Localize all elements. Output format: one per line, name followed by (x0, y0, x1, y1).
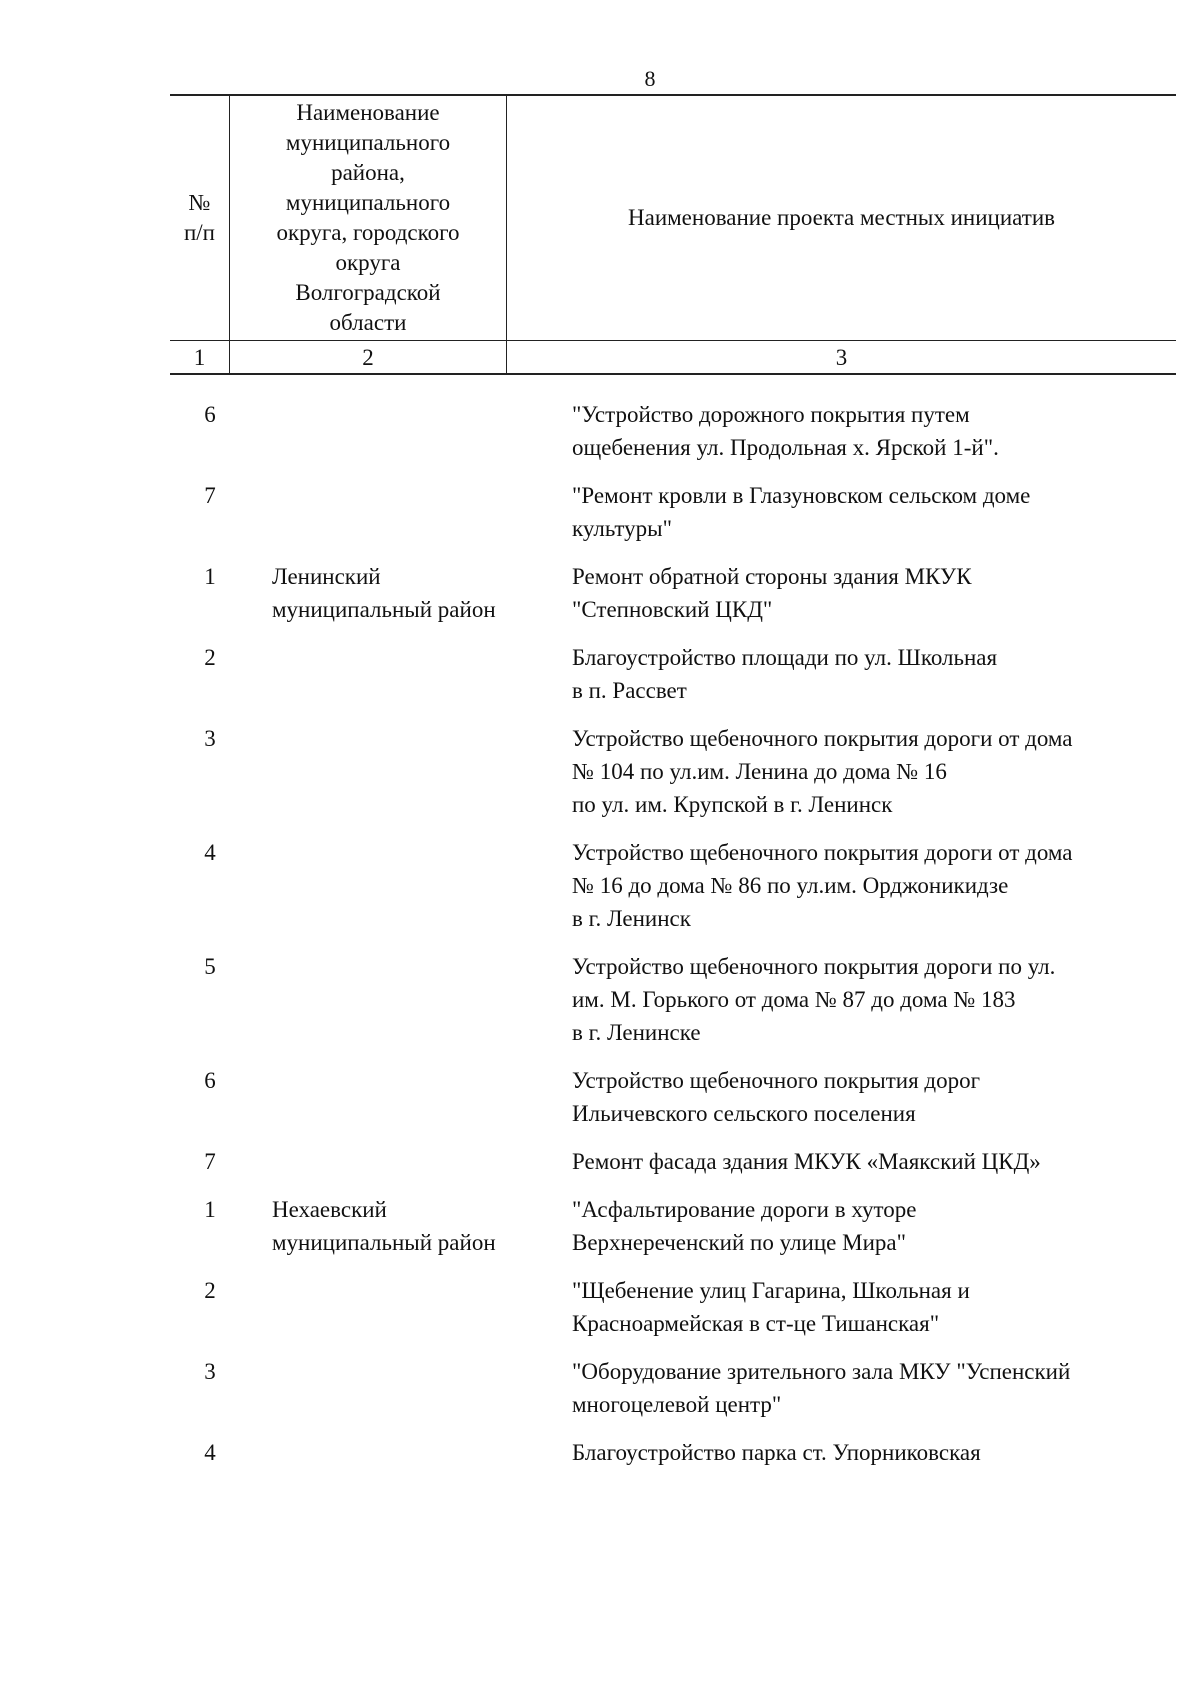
table-row (170, 479, 1176, 560)
header-col2-line: области (329, 310, 407, 335)
row-project (572, 479, 1176, 560)
row-number: 7 (204, 1149, 216, 1174)
project-line: в г. Ленинск (572, 906, 691, 931)
row-district (250, 479, 572, 560)
row-number: 2 (204, 1278, 216, 1303)
column-number-1: 1 (170, 341, 230, 375)
row-district (250, 722, 572, 836)
table-row (170, 1436, 1176, 1484)
project-line: № 16 до дома № 86 по ул.им. Орджоникидзе (572, 873, 1009, 898)
table-row (170, 836, 1176, 950)
project-line: Благоустройство площади по ул. Школьная (572, 645, 998, 670)
row-district (250, 1355, 572, 1436)
project-line: Красноармейская в ст-це Тишанская" (572, 1311, 940, 1336)
row-project (572, 560, 1176, 641)
row-district (250, 950, 572, 1064)
row-project (572, 1274, 1176, 1355)
page-number: 8 (644, 66, 656, 91)
header-col-number (170, 95, 230, 341)
row-district (250, 836, 572, 950)
table-row (170, 398, 1176, 479)
table-row (170, 1064, 1176, 1145)
table-header (170, 94, 1176, 375)
district-line: муниципальный район (272, 597, 496, 622)
row-number: 3 (204, 726, 216, 751)
header-col1-line: № (188, 190, 211, 215)
row-number: 3 (204, 1359, 216, 1384)
project-line: Ремонт обратной стороны здания МКУК (572, 564, 972, 589)
row-number: 4 (204, 1440, 216, 1465)
project-line: Устройство щебеночного покрытия дорог (572, 1068, 981, 1093)
row-project (572, 1145, 1176, 1193)
district-line: Ленинский (272, 564, 381, 589)
column-number-3: 3 (507, 341, 1177, 375)
table-row (170, 1193, 1176, 1274)
project-line: "Ремонт кровли в Глазуновском сельском доме (572, 483, 1031, 508)
column-number-2: 2 (230, 341, 507, 375)
project-line: Устройство щебеночного покрытия дороги от дома (572, 840, 1073, 865)
row-number: 5 (204, 954, 216, 979)
district-line: муниципальный район (272, 1230, 496, 1255)
table-row (170, 641, 1176, 722)
project-line: № 104 по ул.им. Ленина до дома № 16 (572, 759, 947, 784)
district-line: Нехаевский (272, 1197, 387, 1222)
row-project (572, 398, 1176, 479)
row-project (572, 1064, 1176, 1145)
row-district (250, 641, 572, 722)
row-project (572, 641, 1176, 722)
project-line: "Щебенение улиц Гагарина, Школьная и (572, 1278, 970, 1303)
row-project (572, 1436, 1176, 1484)
row-project (572, 950, 1176, 1064)
project-line: Устройство щебеночного покрытия дороги по ул. (572, 954, 1056, 979)
project-line: многоцелевой центр" (572, 1392, 782, 1417)
header-col-district (230, 95, 507, 341)
row-district (250, 1193, 572, 1274)
row-project (572, 1193, 1176, 1274)
row-project (572, 1355, 1176, 1436)
header-col2-line: муниципального (285, 130, 451, 155)
header-col1-line: п/п (183, 220, 215, 245)
row-number: 6 (204, 1068, 216, 1093)
project-line: Устройство щебеночного покрытия дороги от дома (572, 726, 1073, 751)
row-number: 1 (204, 564, 216, 589)
project-line: им. М. Горького от дома № 87 до дома № 183 (572, 987, 1016, 1012)
row-district (250, 560, 572, 641)
table-row (170, 722, 1176, 836)
row-district (250, 1274, 572, 1355)
row-number: 1 (204, 1197, 216, 1222)
row-district (250, 1436, 572, 1484)
header-col2-line: муниципального (285, 190, 451, 215)
project-line: "Оборудование зрительного зала МКУ "Успенский (572, 1359, 1071, 1384)
header-col2-line: Наименование (296, 100, 440, 125)
project-line: Ремонт фасада здания МКУК «Маякский ЦКД» (572, 1149, 1041, 1174)
table-row (170, 1145, 1176, 1193)
project-line: по ул. им. Крупской в г. Ленинск (572, 792, 893, 817)
row-district (250, 398, 572, 479)
project-line: в г. Ленинске (572, 1020, 701, 1045)
row-number: 6 (204, 402, 216, 427)
header-col2-line: округа, городского (276, 220, 460, 245)
row-project (572, 836, 1176, 950)
project-line: "Асфальтирование дороги в хуторе (572, 1197, 917, 1222)
table-row (170, 950, 1176, 1064)
project-line: в п. Рассвет (572, 678, 687, 703)
project-line: культуры" (572, 516, 673, 541)
row-number: 4 (204, 840, 216, 865)
row-number: 2 (204, 645, 216, 670)
table-row (170, 1274, 1176, 1355)
project-line: ощебенения ул. Продольная х. Ярской 1-й". (572, 435, 999, 460)
header-col2-line: района, (331, 160, 405, 185)
row-district (250, 1064, 572, 1145)
project-line: "Устройство дорожного покрытия путем (572, 402, 970, 427)
header-col2-line: округа (335, 250, 401, 275)
project-line: Верхнереченский по улице Мира" (572, 1230, 906, 1255)
header-col2-line: Волгоградской (295, 280, 441, 305)
project-line: Ильичевского сельского поселения (572, 1101, 916, 1126)
table-row (170, 560, 1176, 641)
project-line: Благоустройство парка ст. Упорниковская (572, 1440, 981, 1465)
row-project (572, 722, 1176, 836)
project-line: "Степновский ЦКД" (572, 597, 773, 622)
row-district (250, 1145, 572, 1193)
header-col-project: Наименование проекта местных инициатив (507, 95, 1177, 341)
table-row (170, 1355, 1176, 1436)
projects-table-body (170, 398, 1176, 1484)
row-number: 7 (204, 483, 216, 508)
